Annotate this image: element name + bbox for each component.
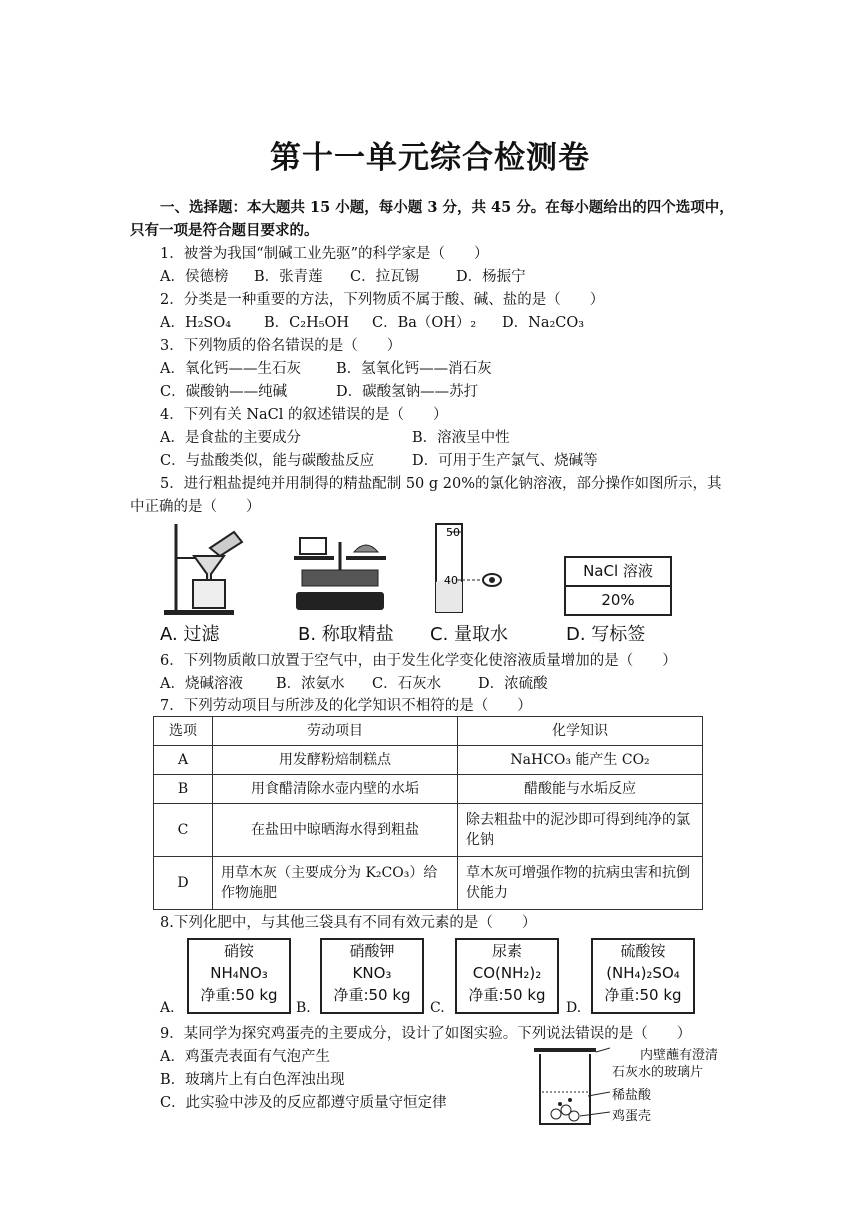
glass-slide <box>534 1048 596 1052</box>
bag-weight: 净重:50 kg <box>200 986 278 1004</box>
bag-name: 硝酸钾 <box>349 942 395 960</box>
question-9-stem: 9．某同学为探究鸡蛋壳的主要成分，设计了如图实验。下列说法错误的是（ ） <box>160 1026 692 1042</box>
table-cell: A <box>154 746 213 775</box>
bag-weight: 净重:50 kg <box>604 986 682 1004</box>
table-row <box>154 804 703 857</box>
table-header-cell: 化学知识 <box>458 717 703 746</box>
fertilizer-bag-b <box>320 938 424 1014</box>
question-2-options <box>160 313 584 333</box>
table-cell: 醋酸能与水垢反应 <box>458 775 703 804</box>
table-cell: 草木灰可增强作物的抗病虫害和抗倒伏能力 <box>458 857 703 910</box>
fig-label-a: A. 过滤 <box>160 624 220 645</box>
q6-option-d: D．浓硫酸 <box>478 676 548 692</box>
table-cell: B <box>154 775 213 804</box>
question-6-stem: 6．下列物质敞口放置于空气中，由于发生化学变化使溶液质量增加的是（ ） <box>160 653 677 669</box>
fig-label-c: C. 量取水 <box>430 624 509 645</box>
bag-weight: 净重:50 kg <box>333 986 411 1004</box>
question-4-options-row1 <box>160 428 510 448</box>
q9-option-a: A．鸡蛋壳表面有气泡产生 <box>160 1049 330 1065</box>
cylinder-mark-50: 50 <box>446 526 460 539</box>
q2-option-d: D．Na₂CO₃ <box>502 315 585 331</box>
table-cell: 用草木灰（主要成分为 K₂CO₃）给作物施肥 <box>213 857 458 910</box>
bag-d-letter: D. <box>566 1000 582 1016</box>
fig-label-d: D. 写标签 <box>566 624 646 645</box>
table-cell: 用发酵粉焙制糕点 <box>213 746 458 775</box>
annotation-acid: 稀盐酸 <box>612 1088 652 1103</box>
table-row <box>154 857 703 910</box>
beaker-figure <box>530 1040 610 1130</box>
table-cell: D <box>154 857 213 910</box>
bag-weight: 净重:50 kg <box>468 986 546 1004</box>
q2-option-a: A．H₂SO₄ <box>160 315 232 331</box>
bag-name: 硝铵 <box>223 942 254 960</box>
annotation-slide-line1: 内壁蘸有澄清 <box>640 1048 719 1063</box>
q3-option-d: D．碳酸氢钠——苏打 <box>336 384 479 400</box>
table-row <box>154 746 703 775</box>
fig-label-b: B. 称取精盐 <box>298 624 394 645</box>
question-2-stem: 2．分类是一种重要的方法，下列物质不属于酸、碱、盐的是（ ） <box>160 292 605 308</box>
label-card-percent: 20% <box>601 591 635 609</box>
bag-formula: (NH₄)₂SO₄ <box>606 964 680 982</box>
bag-formula: NH₄NO₃ <box>210 964 268 982</box>
question-7-stem: 7．下列劳动项目与所涉及的化学知识不相符的是（ ） <box>160 698 532 714</box>
question-3-options-row1 <box>160 359 492 379</box>
table-cell: 用食醋清除水壶内壁的水垢 <box>213 775 458 804</box>
bag-c-letter: C. <box>430 1000 445 1016</box>
q3-option-c: C．碳酸钠——纯碱 <box>160 384 288 400</box>
question-1-stem: 1．被誉为我国“制碱工业先驱”的科学家是（ ） <box>160 246 489 262</box>
filtration-figure <box>158 518 248 618</box>
bag-b-letter: B. <box>296 1000 311 1016</box>
table-header-cell: 选项 <box>154 717 213 746</box>
question-5-stem-line2: 中正确的是（ ） <box>130 499 261 515</box>
table-cell: 在盐田中晾晒海水得到粗盐 <box>213 804 458 857</box>
table-cell: C <box>154 804 213 857</box>
question-1-options <box>160 267 526 287</box>
bag-name: 尿素 <box>491 942 522 960</box>
q4-option-c: C．与盐酸类似，能与碳酸盐反应 <box>160 453 375 469</box>
table-header-cell: 劳动项目 <box>213 717 458 746</box>
fertilizer-bag-d <box>591 938 695 1014</box>
question-8-stem: 8.下列化肥中，与其他三袋具有不同有效元素的是（ ） <box>160 915 537 931</box>
question-7-table <box>153 716 703 910</box>
question-3-stem: 3．下列物质的俗名错误的是（ ） <box>160 338 402 354</box>
bag-formula: KNO₃ <box>352 964 392 982</box>
table-cell: NaHCO₃ 能产生 CO₂ <box>458 746 703 775</box>
q1-option-d: D．杨振宁 <box>456 269 526 285</box>
label-card-name: NaCl 溶液 <box>566 558 670 587</box>
balance-figure <box>290 530 390 616</box>
question-4-options-row2 <box>160 451 598 471</box>
q6-option-b: B．浓氨水 <box>276 676 345 692</box>
question-6-options <box>160 674 548 694</box>
bag-name: 硫酸铵 <box>620 942 666 960</box>
page-title: 第十一单元综合检测卷 <box>270 140 590 176</box>
question-3-options-row2 <box>160 382 478 402</box>
table-cell: 除去粗盐中的泥沙即可得到纯净的氯化钠 <box>458 804 703 857</box>
question-5-stem-line1: 5．进行粗盐提纯并用制得的精盐配制 50 g 20%的氯化钠溶液，部分操作如图所示，其 <box>160 476 722 492</box>
q2-option-b: B．C₂H₅OH <box>264 315 350 331</box>
table-row <box>154 775 703 804</box>
q9-option-b: B．玻璃片上有白色浑浊出现 <box>160 1072 345 1088</box>
q1-option-a: A．侯德榜 <box>160 269 229 285</box>
table-header-row <box>154 717 703 746</box>
fertilizer-bag-c <box>455 938 559 1014</box>
section-header-line1: 一、选择题：本大题共 15 小题，每小题 3 分，共 45 分。在每小题给出的四个选项中， <box>160 199 734 216</box>
graduated-cylinder-figure <box>430 520 510 616</box>
label-card-figure <box>564 556 672 616</box>
q3-option-b: B．氢氧化钙——消石灰 <box>336 361 492 377</box>
bag-a-letter: A. <box>160 1000 175 1016</box>
q4-option-d: D．可用于生产氯气、烧碱等 <box>412 453 598 469</box>
q2-option-c: C．Ba（OH）₂ <box>372 315 477 331</box>
q1-option-c: C．拉瓦锡 <box>350 269 420 285</box>
q6-option-a: A．烧碱溶液 <box>160 676 243 692</box>
q1-option-b: B．张青莲 <box>254 269 323 285</box>
fertilizer-bag-a <box>187 938 291 1014</box>
annotation-slide-line2: 石灰水的玻璃片 <box>612 1065 704 1080</box>
q3-option-a: A．氧化钙——生石灰 <box>160 361 301 377</box>
annotation-eggshell: 鸡蛋壳 <box>612 1109 652 1124</box>
q4-option-a: A．是食盐的主要成分 <box>160 430 301 446</box>
q6-option-c: C．石灰水 <box>372 676 442 692</box>
question-4-stem: 4．下列有关 NaCl 的叙述错误的是（ ） <box>160 407 448 423</box>
q9-option-c: C．此实验中涉及的反应都遵守质量守恒定律 <box>160 1095 447 1111</box>
cylinder-mark-40: 40 <box>444 574 458 587</box>
q4-option-b: B．溶液呈中性 <box>412 430 510 446</box>
bag-formula: CO(NH₂)₂ <box>472 964 542 982</box>
section-header-line2: 只有一项是符合题目要求的。 <box>130 222 319 239</box>
